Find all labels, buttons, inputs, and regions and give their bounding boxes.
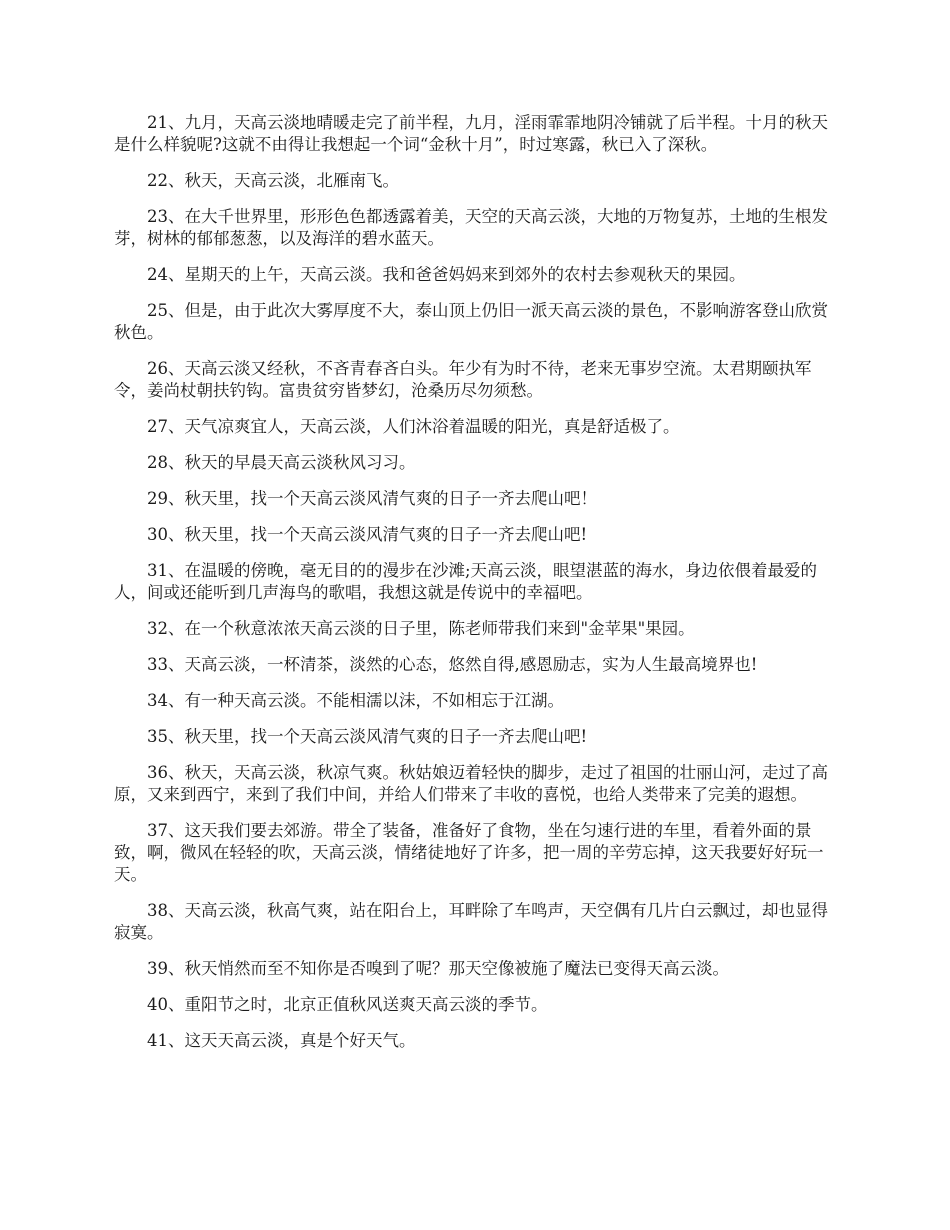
- document-page: [114, 112, 840, 1066]
- paragraph-40: 40、重阳节之时，北京正值秋风送爽天高云淡的季节。: [147, 995, 548, 1014]
- paragraph-35: 35、秋天里，找一个天高云淡风清气爽的日子一齐去爬山吧!: [147, 727, 588, 746]
- paragraph-23: 23、在大千世界里，形形色色都透露着美，天空的天高云淡，大地的万物复苏，土地的生根发芽，树林的郁郁葱葱，以及海洋的碧水蓝天。: [114, 207, 828, 248]
- paragraph-25: 25、但是，由于此次大雾厚度不大，泰山顶上仍旧一派天高云淡的景色，不影响游客登山欣赏秋色。: [114, 301, 828, 342]
- paragraph-27: 27、天气凉爽宜人，天高云淡，人们沐浴着温暖的阳光，真是舒适极了。: [147, 417, 680, 436]
- paragraph-38: 38、天高云淡，秋高气爽，站在阳台上，耳畔除了车鸣声，天空偶有几片白云飘过，却也显得寂寞。: [114, 901, 828, 942]
- paragraph-30: 30、秋天里，找一个天高云淡风清气爽的日子一齐去爬山吧!: [147, 525, 588, 544]
- paragraph-34: 34、有一种天高云淡。不能相濡以沫，不如相忘于江湖。: [147, 691, 564, 710]
- paragraph-31: 31、在温暖的傍晚，毫无目的的漫步在沙滩;天高云淡，眼望湛蓝的海水，身边依偎着最爱的人，间或还能听到几声海鸟的歌唱，我想这就是传说中的幸福吧。: [114, 561, 818, 602]
- paragraph-22: 22、秋天，天高云淡，北雁南飞。: [147, 171, 399, 190]
- paragraph-26: 26、天高云淡又经秋，不吝青春吝白头。年少有为时不待，老来无事岁空流。太君期颐执军令，姜尚杖朝扶钓钩。富贵贫穷皆梦幻，沧桑历尽勿须愁。: [114, 359, 812, 400]
- paragraph-32: 32、在一个秋意浓浓天高云淡的日子里，陈老师带我们来到"金苹果"果园。: [147, 619, 695, 638]
- paragraph-41: 41、这天天高云淡，真是个好天气。: [147, 1031, 416, 1050]
- paragraph-24: 24、星期天的上午，天高云淡。我和爸爸妈妈来到郊外的农村去参观秋天的果园。: [147, 265, 746, 284]
- paragraph-36: 36、秋天，天高云淡，秋凉气爽。秋姑娘迈着轻快的脚步，走过了祖国的壮丽山河，走过了高原，又来到西宁，来到了我们中间，并给人们带来了丰收的喜悦，也给人类带来了完美的遐想。: [114, 763, 828, 804]
- paragraph-21: 21、九月，天高云淡地晴暖走完了前半程，九月，淫雨霏霏地阴冷铺就了后半程。十月的秋天是什么样貌呢?这就不由得让我想起一个词“金秋十月”，时过寒露，秋已入了深秋。: [114, 113, 828, 154]
- paragraph-39: 39、秋天悄然而至不知你是否嗅到了呢？那天空像被施了魔法已变得天高云淡。: [147, 959, 729, 978]
- paragraph-37: 37、这天我们要去郊游。带全了装备，准备好了食物，坐在匀速行进的车里，看着外面的景致，啊，微风在轻轻的吹，天高云淡，情绪徒地好了许多，把一周的辛劳忘掉，这天我要好好玩一天。: [114, 821, 824, 884]
- paragraph-28: 28、秋天的早晨天高云淡秋风习习。: [147, 453, 416, 472]
- paragraph-29: 29、秋天里，找一个天高云淡风清气爽的日子一齐去爬山吧！: [147, 489, 597, 508]
- paragraph-33: 33、天高云淡，一杯清茶，淡然的心态，悠然自得,感恩励志，实为人生最高境界也!: [147, 655, 758, 674]
